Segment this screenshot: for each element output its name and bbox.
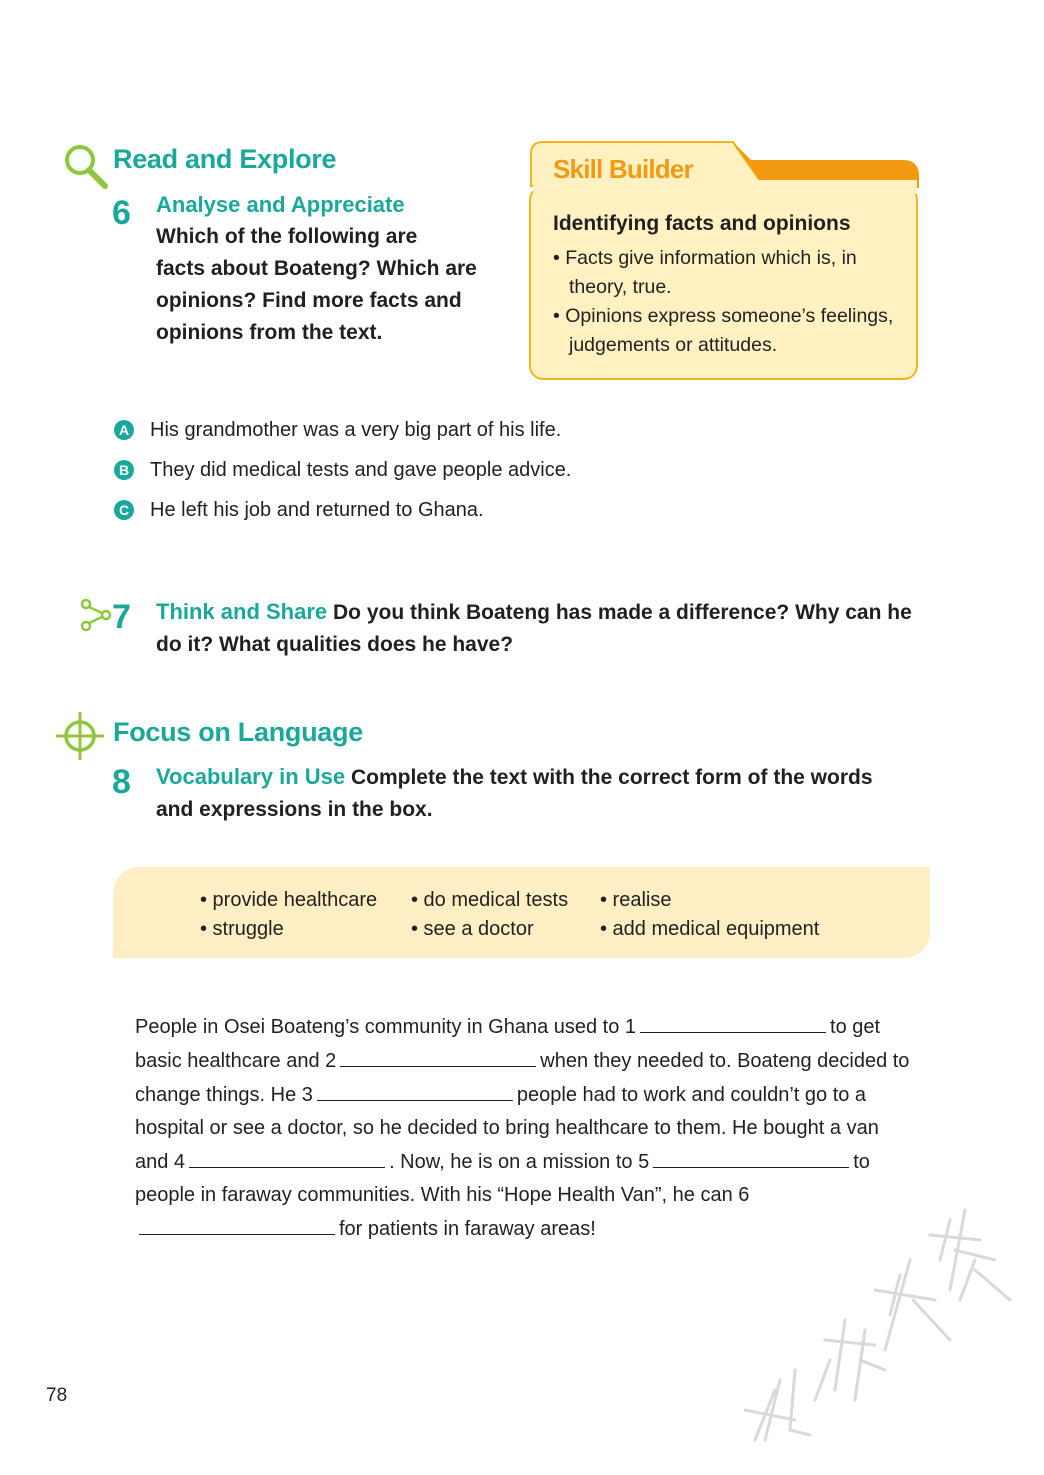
skill-builder-title: Skill Builder	[553, 154, 693, 184]
page-number: 78	[46, 1385, 68, 1406]
task-heading-vocabulary: Vocabulary in Use	[156, 764, 346, 789]
task-8-instructions: Vocabulary in Use Complete the text with the correct form of the words and expressions in the box.	[156, 764, 873, 821]
task-number-6: 6	[112, 194, 131, 232]
section-title-read-explore: Read and Explore	[113, 144, 337, 174]
word-item: • add medical equipment	[600, 918, 820, 940]
option-letter-badge: A	[114, 420, 134, 440]
skill-builder-subtitle: Identifying facts and opinions	[553, 212, 851, 235]
crosshair-icon	[54, 710, 106, 767]
publisher-watermark-logo	[735, 1140, 1025, 1450]
option-a	[114, 410, 571, 450]
option-text: They did medical tests and gave people advice.	[150, 458, 572, 481]
blank-3[interactable]	[317, 1078, 513, 1101]
option-letter-badge: B	[114, 460, 134, 480]
blank-1[interactable]	[640, 1010, 826, 1033]
word-box-column-1	[200, 886, 377, 944]
option-c	[114, 490, 571, 530]
task-heading-analyse: Analyse and Appreciate	[156, 192, 405, 217]
blank-2[interactable]	[340, 1044, 536, 1067]
word-item: • provide healthcare	[200, 889, 378, 911]
share-icon	[78, 598, 112, 637]
blank-6[interactable]	[139, 1212, 335, 1235]
skill-point: • Facts give information which is, in theory, true.	[553, 247, 857, 298]
task-number-8: 8	[112, 763, 131, 801]
magnifier-icon	[62, 142, 110, 195]
section-title-focus-language: Focus on Language	[113, 717, 363, 747]
skill-point: • Opinions express someone’s feelings, judgements or attitudes.	[553, 305, 894, 356]
task-7-instructions: Think and Share Do you think Boateng has made a difference? Why can he do it? What qualities does he have?	[156, 599, 912, 656]
blank-4[interactable]	[189, 1145, 385, 1168]
word-item: • see a doctor	[411, 918, 534, 940]
skill-builder-points	[553, 244, 913, 360]
task-number-7: 7	[112, 598, 131, 636]
word-box-column-2	[411, 886, 568, 944]
cloze-passage: People in Osei Boateng’s community in Ghana used to 1 to get basic healthcare and 2 when they needed to. Boateng decided to change things. He 3 people had to work and couldn’t go to a hospital or see a doctor, so he decided to bring healthcare to them. He bought a van and 4 . Now, he is on a mission to 5 to people in faraway communities. With his “Hope Health Van”, he can 6for patients in faraway areas!	[135, 1010, 915, 1246]
fact-opinion-options	[114, 410, 571, 530]
option-letter-badge: C	[114, 500, 134, 520]
task-6-instructions: Which of the following are facts about Boateng? Which are opinions? Find more facts and opinions from the text.	[156, 225, 477, 344]
word-box-column-3	[600, 886, 819, 944]
word-item: • struggle	[200, 918, 284, 940]
task-heading-think-share: Think and Share	[156, 599, 328, 624]
word-item: • do medical tests	[411, 889, 569, 911]
option-b	[114, 450, 571, 490]
word-item: • realise	[600, 889, 672, 911]
option-text: He left his job and returned to Ghana.	[150, 498, 484, 521]
option-text: His grandmother was a very big part of his life.	[150, 418, 562, 441]
